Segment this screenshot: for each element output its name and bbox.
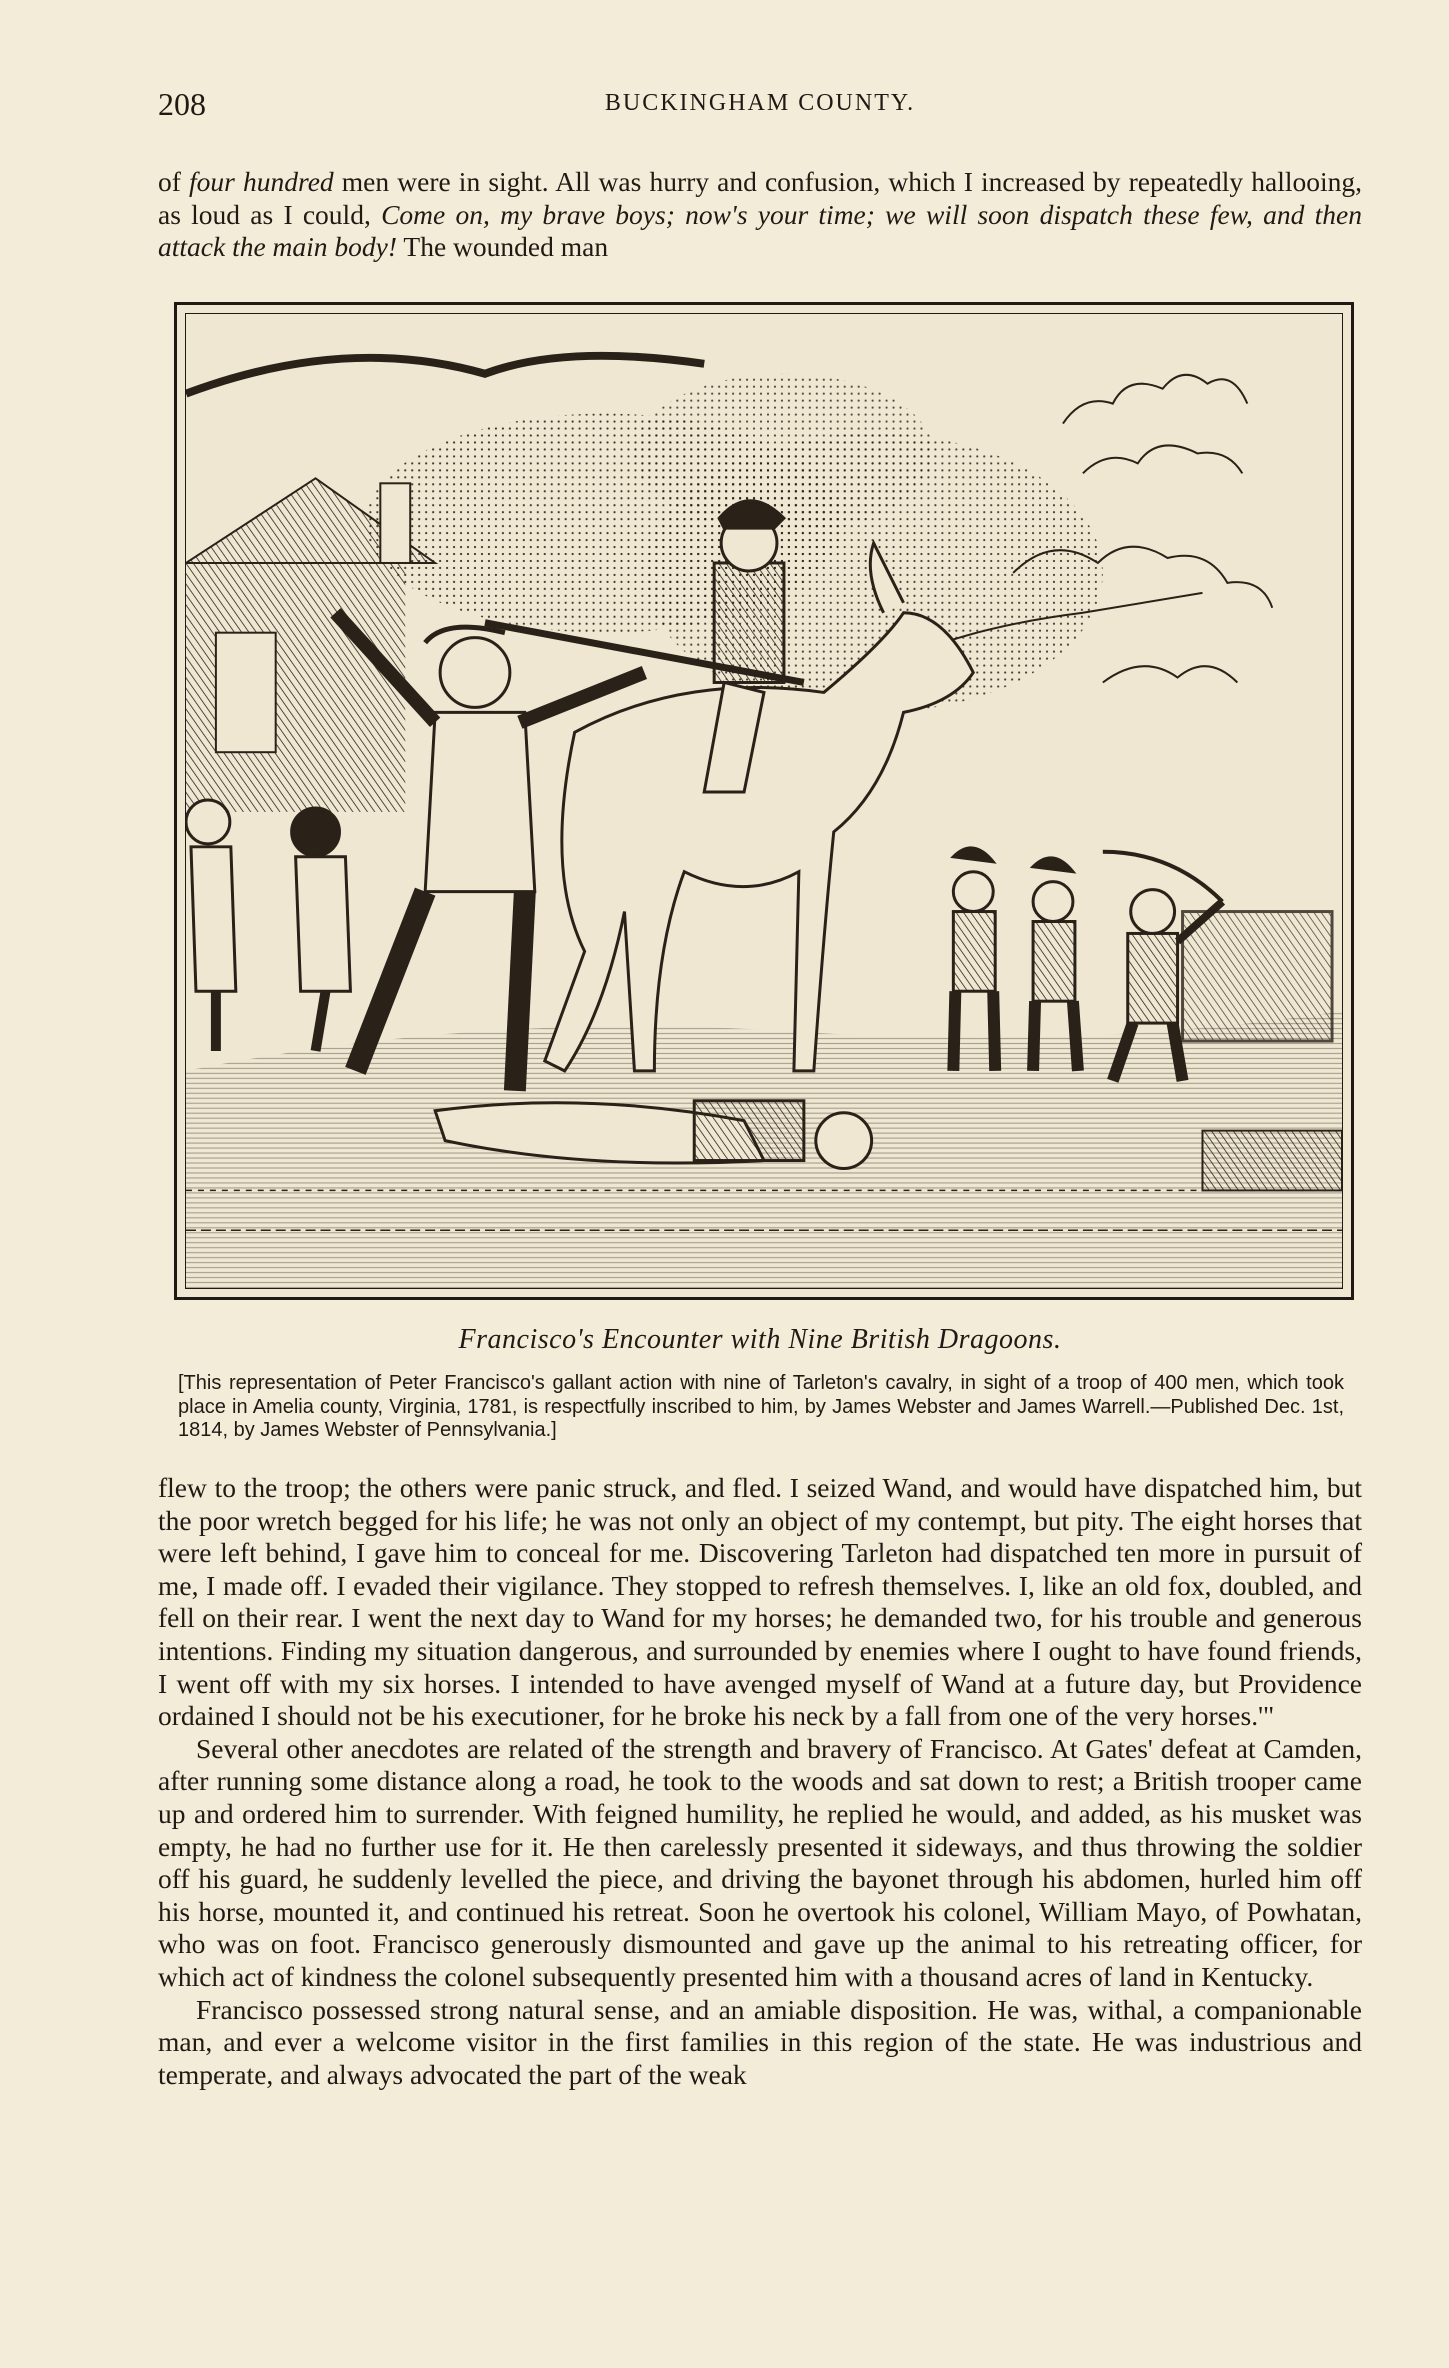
- paragraph: flew to the troop; the others were panic struck, and fled. I seized Wand, and would have dispatched him, but the poor wretch begged for his life; he was not only an object of my contempt, but pity. The eight horses that were left behind, I gave him to conceal for me. Discovering Tarleton had dispatched ten more in pursuit of me, I made off. I evaded their vigilance. They stopped to refresh themselves. I, like an old fox, doubled, and fell on their rear. I went the next day to Wand for my horses; he demanded two, for his trouble and generous intentions. Finding my situation dangerous, and surrounded by enemies where I ought to have found friends, I went off with my six horses. I intended to have avenged myself of Wand at a future day, but Providence ordained I should not be his executioner, for he broke his neck by a fall from one of the very horses.'": [158, 1472, 1362, 1732]
- engraving-drawing: [186, 314, 1342, 1288]
- engraving-inner-frame: [185, 313, 1343, 1289]
- text-run: The wounded man: [397, 231, 609, 263]
- figure-caption-title: Francisco's Encounter with Nine British Dragoons.: [458, 1324, 1062, 1355]
- body-text: [158, 1472, 1362, 2091]
- page-number: 208: [158, 86, 206, 122]
- figure-caption-note: [This representation of Peter Francisco's gallant action with nine of Tarleton's cavalry, in sight of a troop of 400 men, which took place in Amelia county, Virginia, 1781, is respectfully inscribed to him, by James Webster and James Warrell.—Published Dec. 1st, 1814, by James Webster of Pennsylvania.]: [178, 1372, 1344, 1441]
- text-run: men were in sight. All was hurry and confusion, which I increased by repeatedly hallooing, as loud as I could,: [158, 166, 1362, 230]
- stone-wall: [1202, 1131, 1342, 1191]
- book-page: [158, 0, 1362, 2368]
- italic-run: four hundred: [189, 166, 334, 197]
- paragraph: Several other anecdotes are related of the strength and bravery of Francisco. At Gates' defeat at Camden, after running some distance along a road, he took to the woods and sat down to rest; a British trooper came up and ordered him to surrender. With feigned humility, he replied he would, and added, as his musket was empty, he had no further use for it. He then carelessly presented it sideways, and thus throwing the soldier off his guard, he suddenly levelled the piece, and driving the bayonet through his abdomen, hurled him off his horse, mounted it, and continued his retreat. Soon he overtook his colonel, William Mayo, of Powhatan, who was on foot. Francisco generously dismounted and gave up the animal to his retreating officer, for which act of kindness the colonel subsequently presented him with a thousand acres of land in Kentucky.: [158, 1732, 1362, 1992]
- page-header: [158, 86, 1362, 136]
- running-head: BUCKINGHAM COUNTY.: [604, 90, 916, 116]
- tree-branch: [186, 356, 704, 394]
- engraving-illustration: [174, 302, 1354, 1300]
- paragraph: Francisco possessed strong natural sense, and an amiable disposition. He was, withal, a companionable man, and ever a welcome visitor in the first families in this region of the state. He was industrious and temperate, and always advocated the part of the weak: [158, 1993, 1362, 2090]
- house: [186, 478, 435, 812]
- bystanders: [186, 800, 350, 1051]
- top-paragraph: [158, 166, 1362, 264]
- italic-quote: Come on, my brave boys; now's your time; we will soon dispatch these few, and then attack the main body!: [158, 198, 1362, 263]
- text-run: of: [158, 166, 190, 197]
